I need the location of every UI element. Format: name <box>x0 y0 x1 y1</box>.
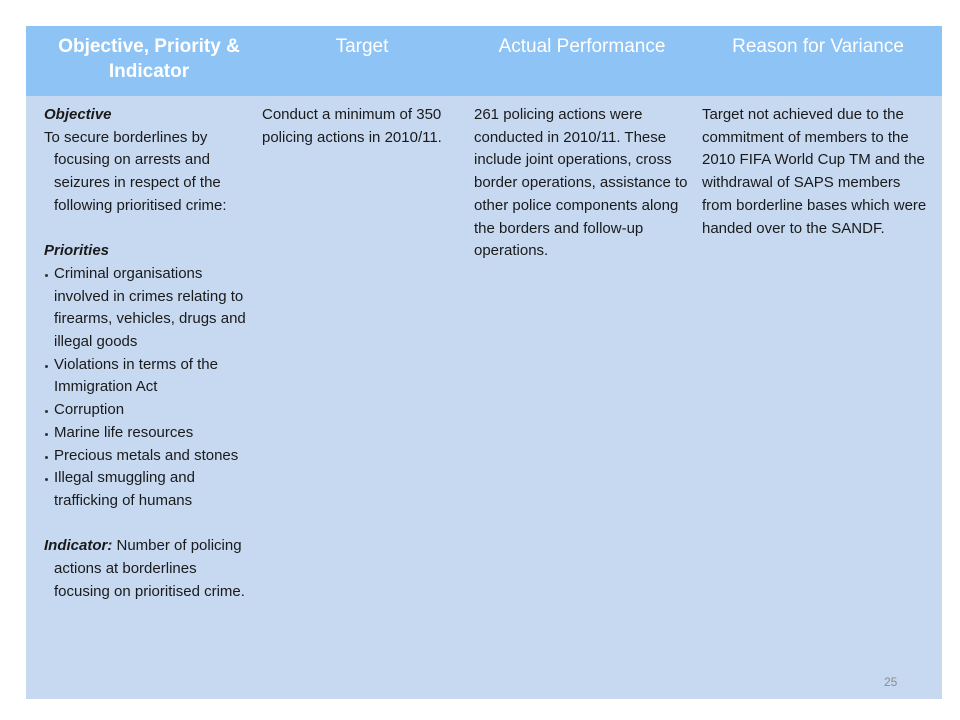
header-objective-priority-indicator <box>44 26 254 96</box>
reason-for-variance-text: Target not achieved due to the commitment of members to the 2010 FIFA World Cup TM and the withdrawal of SAPS members from borderline bases which were handed over to the SANDF. <box>702 106 927 237</box>
spacer <box>44 218 249 241</box>
priority-item <box>44 445 249 468</box>
priority-item-text: Violations in terms of the Immigration Act <box>54 355 218 396</box>
indicator-label: Indicator: <box>44 537 113 555</box>
priorities-heading: Priorities <box>44 242 110 260</box>
priority-item <box>44 399 249 422</box>
priority-item <box>44 467 249 512</box>
priority-item-text: Marine life resources <box>54 423 194 441</box>
bullet-icon <box>45 456 48 459</box>
objective-heading: Objective <box>44 106 112 123</box>
bullet-icon <box>45 274 48 277</box>
objective-text: To secure borderlines by focusing on arrests and seizures in respect of the following prioritised crime: <box>44 128 227 214</box>
header-reason-for-variance <box>702 26 934 96</box>
header-target <box>262 26 462 96</box>
bullet-icon <box>45 365 48 368</box>
priority-item-text: Corruption <box>54 401 125 419</box>
actual-performance-cell <box>474 104 690 263</box>
indicator-text: Number of policing actions at borderlines focusing on prioritised crime. <box>54 537 245 600</box>
priorities-list <box>44 263 249 513</box>
priority-item-text: Criminal organisations involved in crimes relating to firearms, vehicles, drugs and illegal goods <box>54 264 246 351</box>
performance-table <box>26 26 942 699</box>
priority-item <box>44 422 249 445</box>
priority-item <box>44 354 249 399</box>
header-col3-text: Actual Performance <box>498 36 666 57</box>
priority-item-text: Illegal smuggling and trafficking of humans <box>54 469 195 509</box>
objective-priority-indicator-cell <box>44 104 249 603</box>
indicator-text-block <box>44 535 249 603</box>
actual-performance-text: 261 policing actions were conducted in 2010/11. These include joint operations, cross border operations, assistance to other police components along the borders and follow-up operations. <box>474 106 688 260</box>
table-header-row <box>26 26 942 96</box>
header-actual-performance <box>471 26 693 96</box>
target-cell <box>262 104 462 149</box>
bullet-icon <box>45 478 48 481</box>
priority-item <box>44 263 249 354</box>
bullet-icon <box>45 410 48 413</box>
header-col1-text: Objective, Priority & Indicator <box>58 36 240 82</box>
target-text: Conduct a minimum of 350 policing actions in 2010/11. <box>262 106 442 146</box>
page-number: 25 <box>884 675 898 689</box>
priority-item-text: Precious metals and stones <box>54 446 239 464</box>
reason-for-variance-cell <box>702 104 934 240</box>
bullet-icon <box>45 433 48 436</box>
spacer <box>44 513 249 536</box>
header-col4-text: Reason for Variance <box>732 36 904 57</box>
header-col2-text: Target <box>335 36 389 57</box>
